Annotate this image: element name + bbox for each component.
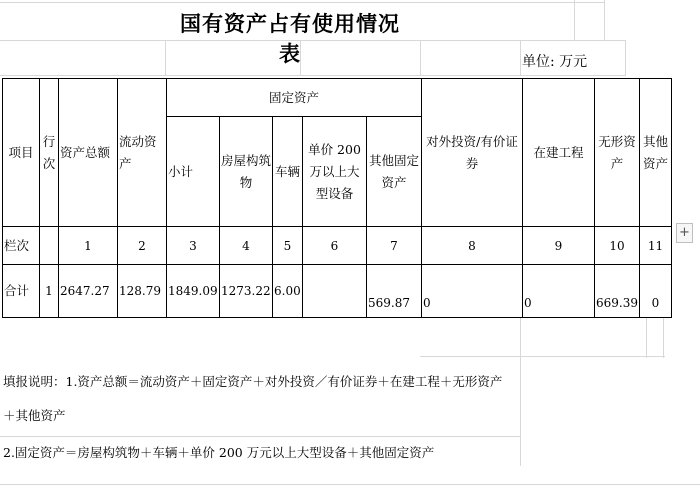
table-cell (40, 227, 59, 265)
column-number: 5 (273, 227, 303, 265)
other-assets-value: 0 (640, 265, 672, 318)
header-external-investment: 对外投资/有价证券 (422, 79, 523, 227)
gridline (663, 318, 664, 358)
construction-value: 0 (523, 265, 595, 318)
header-other-assets: 其他资产 (640, 79, 672, 227)
external-investment-value: 0 (422, 265, 523, 318)
gridline (574, 0, 575, 40)
current-assets-value: 128.79 (118, 265, 167, 318)
gridline (0, 484, 700, 485)
notes (3, 371, 502, 464)
subtotal-value: 1849.09 (167, 265, 220, 318)
column-number: 10 (595, 227, 640, 265)
gridline (604, 0, 605, 40)
gridline (646, 318, 647, 358)
column-number: 6 (303, 227, 367, 265)
large-equipment-value (303, 265, 367, 318)
unit-label: 单位: 万元 (522, 54, 588, 70)
other-fixed-value: 569.87 (367, 265, 422, 318)
vehicles-value: 6.00 (273, 265, 303, 318)
header-row-no: 行次 (40, 79, 59, 227)
total-row-no: 1 (40, 265, 59, 318)
column-number: 8 (422, 227, 523, 265)
column-number: 4 (220, 227, 273, 265)
total-label: 合计 (3, 265, 40, 318)
header-large-equipment: 单价 200万以上大型设备 (303, 117, 367, 227)
table-title: 国有资产占有使用情况表 (180, 11, 400, 66)
intangible-value: 669.39 (595, 265, 640, 318)
header-subtotal: 小计 (167, 117, 220, 227)
gridline (0, 2, 605, 3)
asset-table (2, 78, 672, 318)
gridline (165, 40, 166, 76)
note-line: 填报说明：1.资产总额＝流动资产＋固定资产＋对外投资／有价证券＋在建工程＋无形资产 (3, 374, 503, 389)
note-line: ＋其他资产 (3, 408, 66, 423)
gridline (0, 75, 625, 76)
column-number: 3 (167, 227, 220, 265)
header-fixed-assets: 固定资产 (167, 79, 422, 117)
gridline (520, 40, 521, 76)
total-assets-value: 2647.27 (59, 265, 118, 318)
column-number: 11 (640, 227, 672, 265)
header-current-assets: 流动资产 (118, 79, 167, 227)
gridline (625, 40, 626, 76)
column-number: 2 (118, 227, 167, 265)
header-buildings: 房屋构筑物 (220, 117, 273, 227)
add-button[interactable]: + (676, 223, 693, 243)
header-intangible: 无形资产 (595, 79, 640, 227)
column-number-label: 栏次 (3, 227, 40, 265)
gridline (520, 318, 521, 466)
column-number: 1 (59, 227, 118, 265)
buildings-value: 1273.22 (220, 265, 273, 318)
header-vehicles: 车辆 (273, 117, 303, 227)
header-construction: 在建工程 (523, 79, 595, 227)
header-total-assets: 资产总额 (59, 79, 118, 227)
header-other-fixed: 其他固定资产 (367, 117, 422, 227)
column-number: 7 (367, 227, 422, 265)
gridline (420, 356, 665, 357)
gridline (420, 40, 421, 76)
header-item: 项目 (3, 79, 40, 227)
note-line: 2.固定资产＝房屋构筑物＋车辆＋单价 200 万元以上大型设备＋其他固定资产 (3, 445, 435, 460)
column-number: 9 (523, 227, 595, 265)
